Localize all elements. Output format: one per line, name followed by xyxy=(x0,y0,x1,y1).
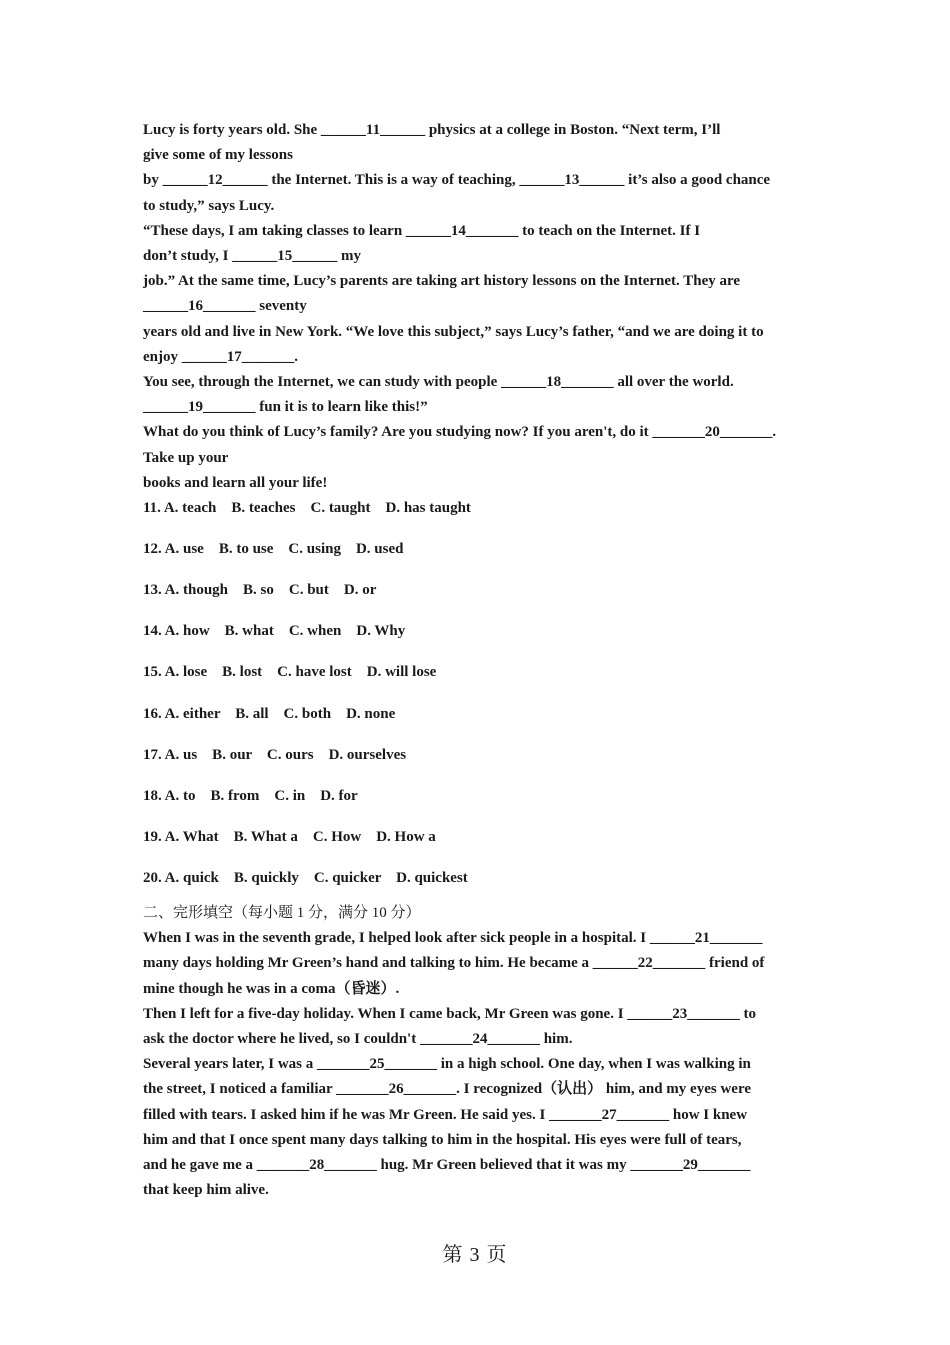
passage-2 xyxy=(143,926,823,1203)
passage-line: filled with tears. I asked him if he was Mr Green. He said yes. I _______27_______ how I knew xyxy=(143,1106,748,1123)
passage-line: to study,” says Lucy. xyxy=(143,197,275,214)
page-content xyxy=(143,118,823,1203)
passage-line: don’t study, I ______15______ my xyxy=(143,248,361,265)
option-row-20: 20. A. quick B. quickly C. quicker D. quickest xyxy=(143,869,468,886)
passage-line: give some of my lessons xyxy=(143,147,293,164)
passage-line: many days holding Mr Green’s hand and talking to him. He became a ______22_______ friend of xyxy=(143,955,765,972)
passage-line: What do you think of Lucy’s family? Are you studying now? If you aren't, do it _______20_______. xyxy=(143,424,777,441)
passage-line: Lucy is forty years old. She ______11______ physics at a college in Boston. “Next term, I’ll xyxy=(143,122,721,138)
option-row-12: 12. A. use B. to use C. using D. used xyxy=(143,541,404,558)
option-row-18: 18. A. to B. from C. in D. for xyxy=(143,787,358,804)
option-row-11: 11. A. teach B. teaches C. taught D. has taught xyxy=(143,500,471,517)
option-row-14: 14. A. how B. what C. when D. Why xyxy=(143,623,406,640)
passage-line: the street, I noticed a familiar _______26_______. I recognized（认出） him, and my eyes were xyxy=(143,1081,751,1098)
passage-line: Several years later, I was a _______25_______ in a high school. One day, when I was walking in xyxy=(143,1056,751,1073)
passage-line: job.” At the same time, Lucy’s parents are taking art history lessons on the Internet. They are xyxy=(143,273,741,290)
section-2-title: 二、完形填空（每小题 1 分，满分 10 分） xyxy=(143,904,421,921)
passage-line: that keep him alive. xyxy=(143,1182,269,1199)
passage-line: ______16_______ seventy xyxy=(143,298,307,315)
option-row-15: 15. A. lose B. lost C. have lost D. will lose xyxy=(143,664,437,681)
passage-line: You see, through the Internet, we can study with people ______18_______ all over the world. xyxy=(143,374,734,391)
passage-line: by ______12______ the Internet. This is a way of teaching, ______13______ it’s also a good chance xyxy=(143,172,771,189)
passage-line: books and learn all your life! xyxy=(143,474,328,491)
passage-line: “These days, I am taking classes to learn ______14_______ to teach on the Internet. If I xyxy=(143,222,701,239)
passage-line: ask the doctor where he lived, so I couldn't _______24_______ him. xyxy=(143,1030,573,1047)
page-number: 第 3 页 xyxy=(442,1244,508,1266)
option-row-13: 13. A. though B. so C. but D. or xyxy=(143,582,377,599)
option-row-16: 16. A. either B. all C. both D. none xyxy=(143,705,396,722)
passage-line: him and that I once spent many days talking to him in the hospital. His eyes were full of tears, xyxy=(143,1131,742,1148)
passage-line: Take up your xyxy=(143,449,229,466)
passage-1 xyxy=(143,118,823,496)
option-row-19: 19. A. What B. What a C. How D. How a xyxy=(143,828,436,845)
passage-line: When I was in the seventh grade, I helped look after sick people in a hospital. I ______21_______ xyxy=(143,930,763,947)
passage-line: mine though he was in a coma（昏迷）. xyxy=(143,980,400,997)
passage-line: years old and live in New York. “We love this subject,” says Lucy’s father, “and we are doing it to xyxy=(143,323,764,340)
answer-options xyxy=(143,496,823,907)
option-row-17: 17. A. us B. our C. ours D. ourselves xyxy=(143,746,407,763)
passage-line: and he gave me a _______28_______ hug. Mr Green believed that it was my _______29_______ xyxy=(143,1157,751,1173)
passage-line: enjoy ______17_______. xyxy=(143,348,298,365)
passage-line: ______19_______ fun it is to learn like this!” xyxy=(143,399,428,416)
passage-line: Then I left for a five-day holiday. When I came back, Mr Green was gone. I ______23_______ to xyxy=(143,1005,757,1022)
